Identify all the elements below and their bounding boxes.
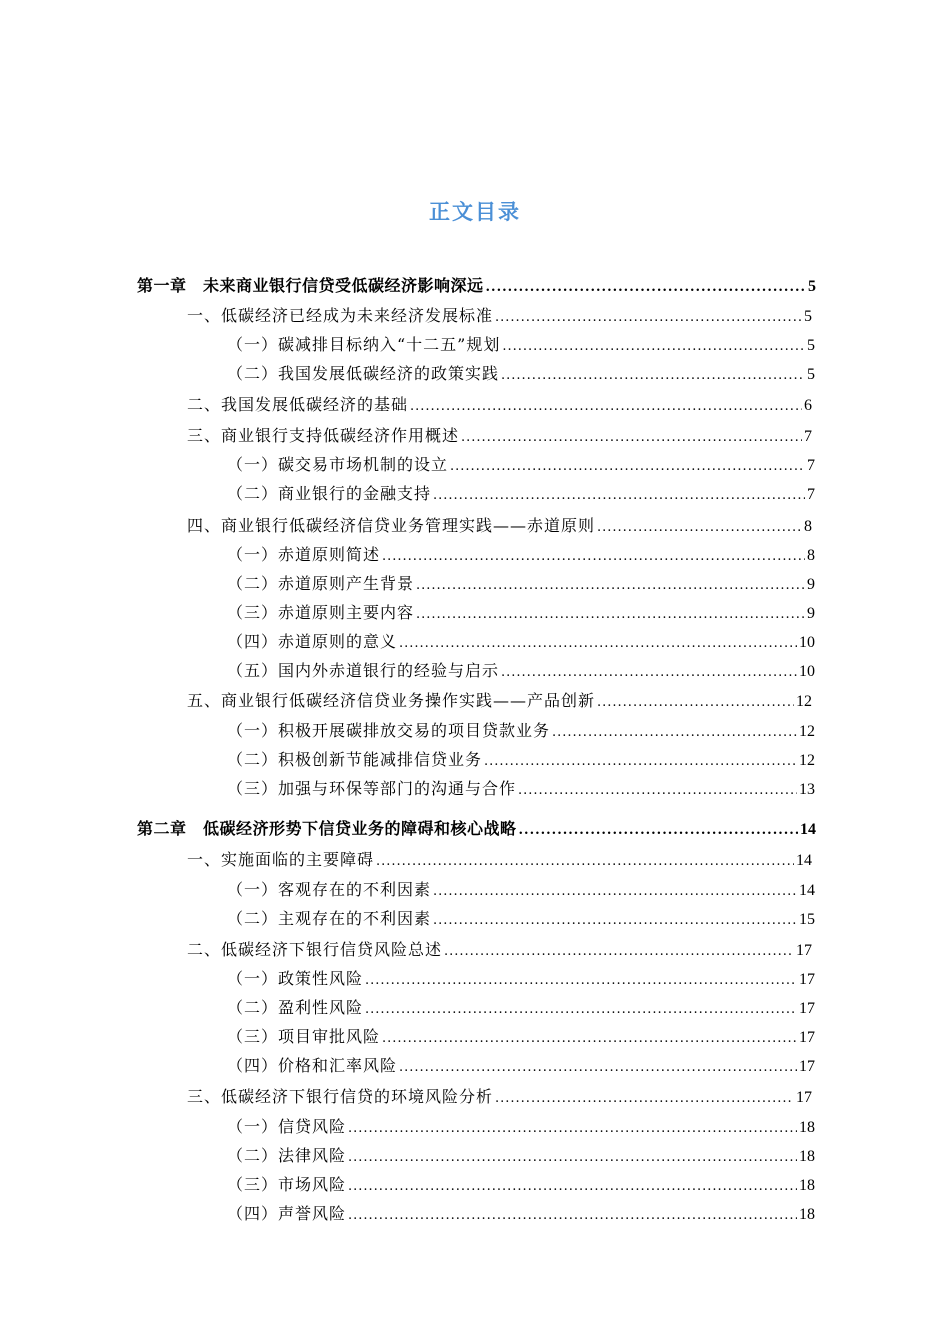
toc-page-number: 12 [799, 723, 815, 740]
toc-dot-leader [348, 1175, 797, 1194]
toc-entry-label: （三）加强与环保等部门的沟通与合作 [227, 779, 517, 798]
toc-page-number: 17 [796, 1089, 812, 1106]
toc-section-entry[interactable] [187, 423, 812, 447]
toc-dot-leader [348, 1204, 797, 1223]
toc-chapter-entry[interactable] [137, 816, 816, 840]
toc-entry-label: （四）赤道原则的意义 [227, 632, 398, 651]
toc-entry-label: 一、低碳经济已经成为未来经济发展标准 [187, 306, 494, 325]
toc-section-entry[interactable] [187, 303, 812, 327]
toc-page-number: 7 [807, 486, 815, 503]
toc-subsection-entry[interactable] [227, 1172, 815, 1196]
toc-dot-leader [376, 850, 794, 869]
toc-dot-leader [461, 426, 802, 445]
toc-page-number: 13 [799, 781, 815, 798]
toc-page-number: 12 [796, 693, 812, 710]
toc-subsection-entry[interactable] [227, 658, 815, 682]
toc-dot-leader [382, 545, 805, 564]
toc-subsection-entry[interactable] [227, 1024, 815, 1048]
toc-dot-leader [495, 306, 802, 325]
toc-entry-label: （二）我国发展低碳经济的政策实践 [227, 364, 500, 383]
toc-dot-leader [444, 940, 794, 959]
toc-page-number: 18 [799, 1119, 815, 1136]
toc-dot-leader [597, 691, 794, 710]
toc-dot-leader [519, 819, 798, 838]
toc-page-number: 12 [799, 752, 815, 769]
toc-page-number: 8 [804, 518, 812, 535]
toc-page-number: 6 [804, 397, 812, 414]
toc-page-number: 9 [807, 576, 815, 593]
toc-dot-leader [552, 721, 797, 740]
toc-page-number: 10 [799, 663, 815, 680]
toc-page-number: 10 [799, 634, 815, 651]
toc-subsection-entry[interactable] [227, 332, 815, 356]
toc-page-number: 7 [804, 428, 812, 445]
toc-dot-leader [486, 276, 806, 295]
toc-page-number: 14 [796, 852, 812, 869]
toc-subsection-entry[interactable] [227, 1114, 815, 1138]
toc-entry-label: （一）信贷风险 [227, 1117, 347, 1136]
toc-subsection-entry[interactable] [227, 966, 815, 990]
toc-entry-label: （一）碳交易市场机制的设立 [227, 455, 449, 474]
toc-dot-leader [501, 661, 797, 680]
toc-entry-label: 第一章 未来商业银行信贷受低碳经济影响深远 [137, 276, 484, 295]
toc-page-number: 7 [807, 457, 815, 474]
toc-dot-leader [597, 516, 802, 535]
toc-entry-label: 二、低碳经济下银行信贷风险总述 [187, 940, 443, 959]
toc-page-number: 18 [799, 1177, 815, 1194]
toc-dot-leader [433, 880, 797, 899]
toc-entry-label: 第二章 低碳经济形势下信贷业务的障碍和核心战略 [137, 819, 517, 838]
toc-dot-leader [416, 574, 805, 593]
toc-page-number: 17 [799, 1058, 815, 1075]
toc-dot-leader [399, 1056, 797, 1075]
toc-subsection-entry[interactable] [227, 481, 815, 505]
toc-entry-label: 三、低碳经济下银行信贷的环境风险分析 [187, 1087, 494, 1106]
toc-page-number: 17 [799, 1000, 815, 1017]
toc-page-number: 15 [799, 911, 815, 928]
toc-page-number: 5 [804, 308, 812, 325]
toc-page-number: 14 [799, 882, 815, 899]
toc-entry-label: 五、商业银行低碳经济信贷业务操作实践——产品创新 [187, 691, 596, 710]
toc-entry-label: 一、实施面临的主要障碍 [187, 850, 375, 869]
toc-subsection-entry[interactable] [227, 718, 815, 742]
toc-subsection-entry[interactable] [227, 877, 815, 901]
toc-entry-label: （一）政策性风险 [227, 969, 364, 988]
toc-page-number: 14 [800, 821, 816, 838]
toc-entry-label: （三）市场风险 [227, 1175, 347, 1194]
toc-dot-leader [433, 484, 805, 503]
toc-dot-leader [495, 1087, 794, 1106]
toc-dot-leader [399, 632, 797, 651]
toc-subsection-entry[interactable] [227, 995, 815, 1019]
toc-entry-label: （一）客观存在的不利因素 [227, 880, 432, 899]
toc-entry-label: （二）商业银行的金融支持 [227, 484, 432, 503]
toc-entry-label: （二）法律风险 [227, 1146, 347, 1165]
toc-subsection-entry[interactable] [227, 571, 815, 595]
toc-subsection-entry[interactable] [227, 629, 815, 653]
toc-dot-leader [501, 364, 805, 383]
toc-dot-leader [382, 1027, 797, 1046]
toc-page-number: 8 [807, 547, 815, 564]
toc-entry-label: （一）积极开展碳排放交易的项目贷款业务 [227, 721, 551, 740]
toc-entry-label: （五）国内外赤道银行的经验与启示 [227, 661, 500, 680]
toc-entry-label: （二）主观存在的不利因素 [227, 909, 432, 928]
toc-subsection-entry[interactable] [227, 776, 815, 800]
toc-section-entry[interactable] [187, 392, 812, 416]
toc-entry-label: 四、商业银行低碳经济信贷业务管理实践——赤道原则 [187, 516, 596, 535]
page-title: 正文目录 [429, 200, 521, 224]
toc-subsection-entry[interactable] [227, 452, 815, 476]
toc-subsection-entry[interactable] [227, 747, 815, 771]
toc-entry-label: 二、我国发展低碳经济的基础 [187, 395, 409, 414]
toc-subsection-entry[interactable] [227, 906, 815, 930]
toc-entry-label: （一）碳减排目标纳入“十二五”规划 [227, 335, 501, 354]
toc-section-entry[interactable] [187, 1084, 812, 1108]
toc-section-entry[interactable] [187, 513, 812, 537]
toc-page-number: 5 [807, 337, 815, 354]
toc-dot-leader [410, 395, 802, 414]
toc-dot-leader [365, 969, 797, 988]
toc-entry-label: （三）赤道原则主要内容 [227, 603, 415, 622]
toc-entry-label: （四）声誉风险 [227, 1204, 347, 1223]
toc-chapter-entry[interactable] [137, 273, 816, 297]
toc-entry-label: （二）赤道原则产生背景 [227, 574, 415, 593]
toc-section-entry[interactable] [187, 847, 812, 871]
toc-page-number: 18 [799, 1148, 815, 1165]
toc-page-number: 17 [799, 1029, 815, 1046]
toc-section-entry[interactable] [187, 937, 812, 961]
toc-page-number: 9 [807, 605, 815, 622]
toc-subsection-entry[interactable] [227, 361, 815, 385]
toc-subsection-entry[interactable] [227, 600, 815, 624]
toc-subsection-entry[interactable] [227, 542, 815, 566]
toc-dot-leader [416, 603, 805, 622]
toc-page-number: 17 [799, 971, 815, 988]
toc-dot-leader [518, 779, 797, 798]
toc-entry-label: （四）价格和汇率风险 [227, 1056, 398, 1075]
toc-dot-leader [433, 909, 797, 928]
toc-page-number: 5 [808, 278, 816, 295]
toc-dot-leader [365, 998, 797, 1017]
toc-entry-label: （二）盈利性风险 [227, 998, 364, 1017]
toc-entry-label: （一）赤道原则简述 [227, 545, 381, 564]
toc-subsection-entry[interactable] [227, 1053, 815, 1077]
toc-subsection-entry[interactable] [227, 1143, 815, 1167]
toc-page-number: 18 [799, 1206, 815, 1223]
toc-dot-leader [450, 455, 805, 474]
toc-entry-label: 三、商业银行支持低碳经济作用概述 [187, 426, 460, 445]
toc-dot-leader [484, 750, 797, 769]
toc-page-number: 5 [807, 366, 815, 383]
toc-dot-leader [348, 1146, 797, 1165]
toc-entry-label: （二）积极创新节能减排信贷业务 [227, 750, 483, 769]
toc-page-number: 17 [796, 942, 812, 959]
toc-section-entry[interactable] [187, 688, 812, 712]
toc-dot-leader [502, 335, 805, 354]
toc-dot-leader [348, 1117, 797, 1136]
toc-subsection-entry[interactable] [227, 1201, 815, 1225]
toc-entry-label: （三）项目审批风险 [227, 1027, 381, 1046]
